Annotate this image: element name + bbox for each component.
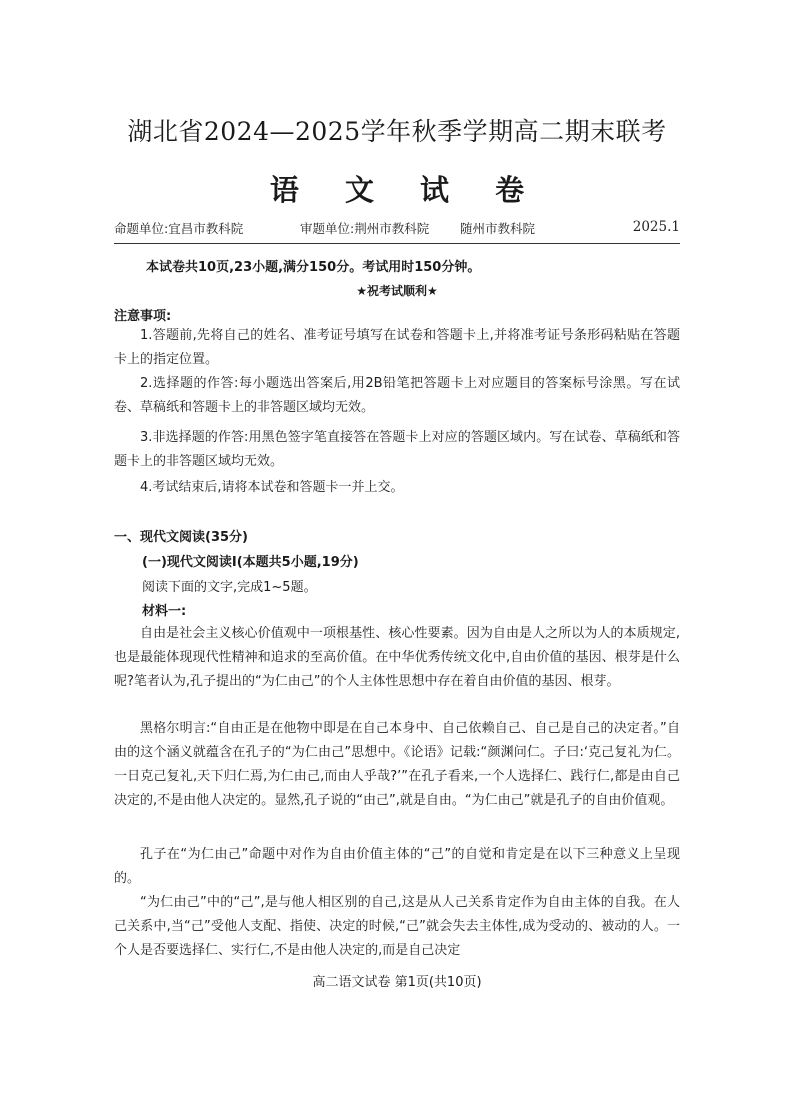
exam-title: 湖北省2024—2025学年秋季学期高二期末联考 — [127, 117, 667, 146]
material-paragraph: 黑格尔明言:“自由正是在他物中即是在自己本身中、自己依赖自己、自己是自己的决定者。”自由的这个涵义就蕴含在孔子的“为仁由己”思想中。《论语》记载:“颜渊问仁。子曰:‘克己复礼为仁。一日克己复礼,天下归仁焉,为仁由己,而由人乎哉?’”在孔子看来,一个人选择仁、践行仁,都是由自己决定的,不是由他人决定的。显然,孔子说的“由己”,就是自由。“为仁由己”就是孔子的自由价值观。 — [114, 721, 680, 808]
header-divider — [114, 243, 680, 244]
setter-unit: 命题单位:宜昌市教科院 — [114, 221, 244, 236]
section-heading: 一、现代文阅读(35分) — [114, 530, 248, 545]
material-paragraph: “为仁由己”中的“己”,是与他人相区别的自己,这是从人己关系肯定作为自由主体的自我。在人己关系中,当“己”受他人支配、指使、决定的时候,“己”就会失去主体性,成为受动的、被动的人。一个人是否要选择仁、实行仁,不是由他人决定的,而是自己决定 — [114, 895, 680, 958]
exam-meta — [114, 219, 680, 237]
subsection-heading: (一)现代文阅读Ⅰ(本题共5小题,19分) — [142, 555, 359, 570]
page-footer: 高二语文试卷 第1页(共10页) — [312, 975, 482, 990]
attention-heading: 注意事项: — [114, 309, 172, 324]
attention-item-1: 1.答题前,先将自己的姓名、准考证号填写在试卷和答题卡上,并将准考证号条形码粘贴在答题卡上的指定位置。 — [114, 328, 680, 367]
attention-item-4: 4.考试结束后,请将本试卷和答题卡一并上交。 — [140, 480, 404, 495]
material-heading: 材料一: — [142, 604, 187, 619]
attention-item-2: 2.选择题的作答:每小题选出答案后,用2B铅笔把答题卡上对应题目的答案标号涂黑。写在试卷、草稿纸和答题卡上的非答题区域均无效。 — [114, 376, 680, 415]
exam-notice: 本试卷共10页,23小题,满分150分。考试用时150分钟。 — [146, 260, 481, 275]
reading-instruction: 阅读下面的文字,完成1~5题。 — [142, 580, 317, 595]
exam-subtitle: 语 文 试 卷 — [269, 173, 543, 207]
reviewer-unit: 审题单位:荆州市教科院 — [300, 221, 430, 236]
material-paragraph: 自由是社会主义核心价值观中一项根基性、核心性要素。因为自由是人之所以为人的本质规定,也是最能体现现代性精神和追求的至高价值。在中华优秀传统文化中,自由价值的基因、根芽是什么呢?笔者认为,孔子提出的“为仁由己”的个人主体性思想中存在着自由价值的基因、根芽。 — [114, 626, 680, 689]
material-paragraph: 孔子在“为仁由己”命题中对作为自由价值主体的“己”的自觉和肯定是在以下三种意义上呈现的。 — [114, 847, 680, 886]
reviewer-unit-2: 随州市教科院 — [460, 221, 536, 236]
attention-item-3: 3.非选择题的作答:用黑色签字笔直接答在答题卡上对应的答题区域内。写在试卷、草稿纸和答题卡上的非答题区域均无效。 — [114, 430, 680, 469]
good-luck-line: ★祝考试顺利★ — [356, 284, 438, 298]
exam-date: 2025.1 — [632, 219, 680, 235]
